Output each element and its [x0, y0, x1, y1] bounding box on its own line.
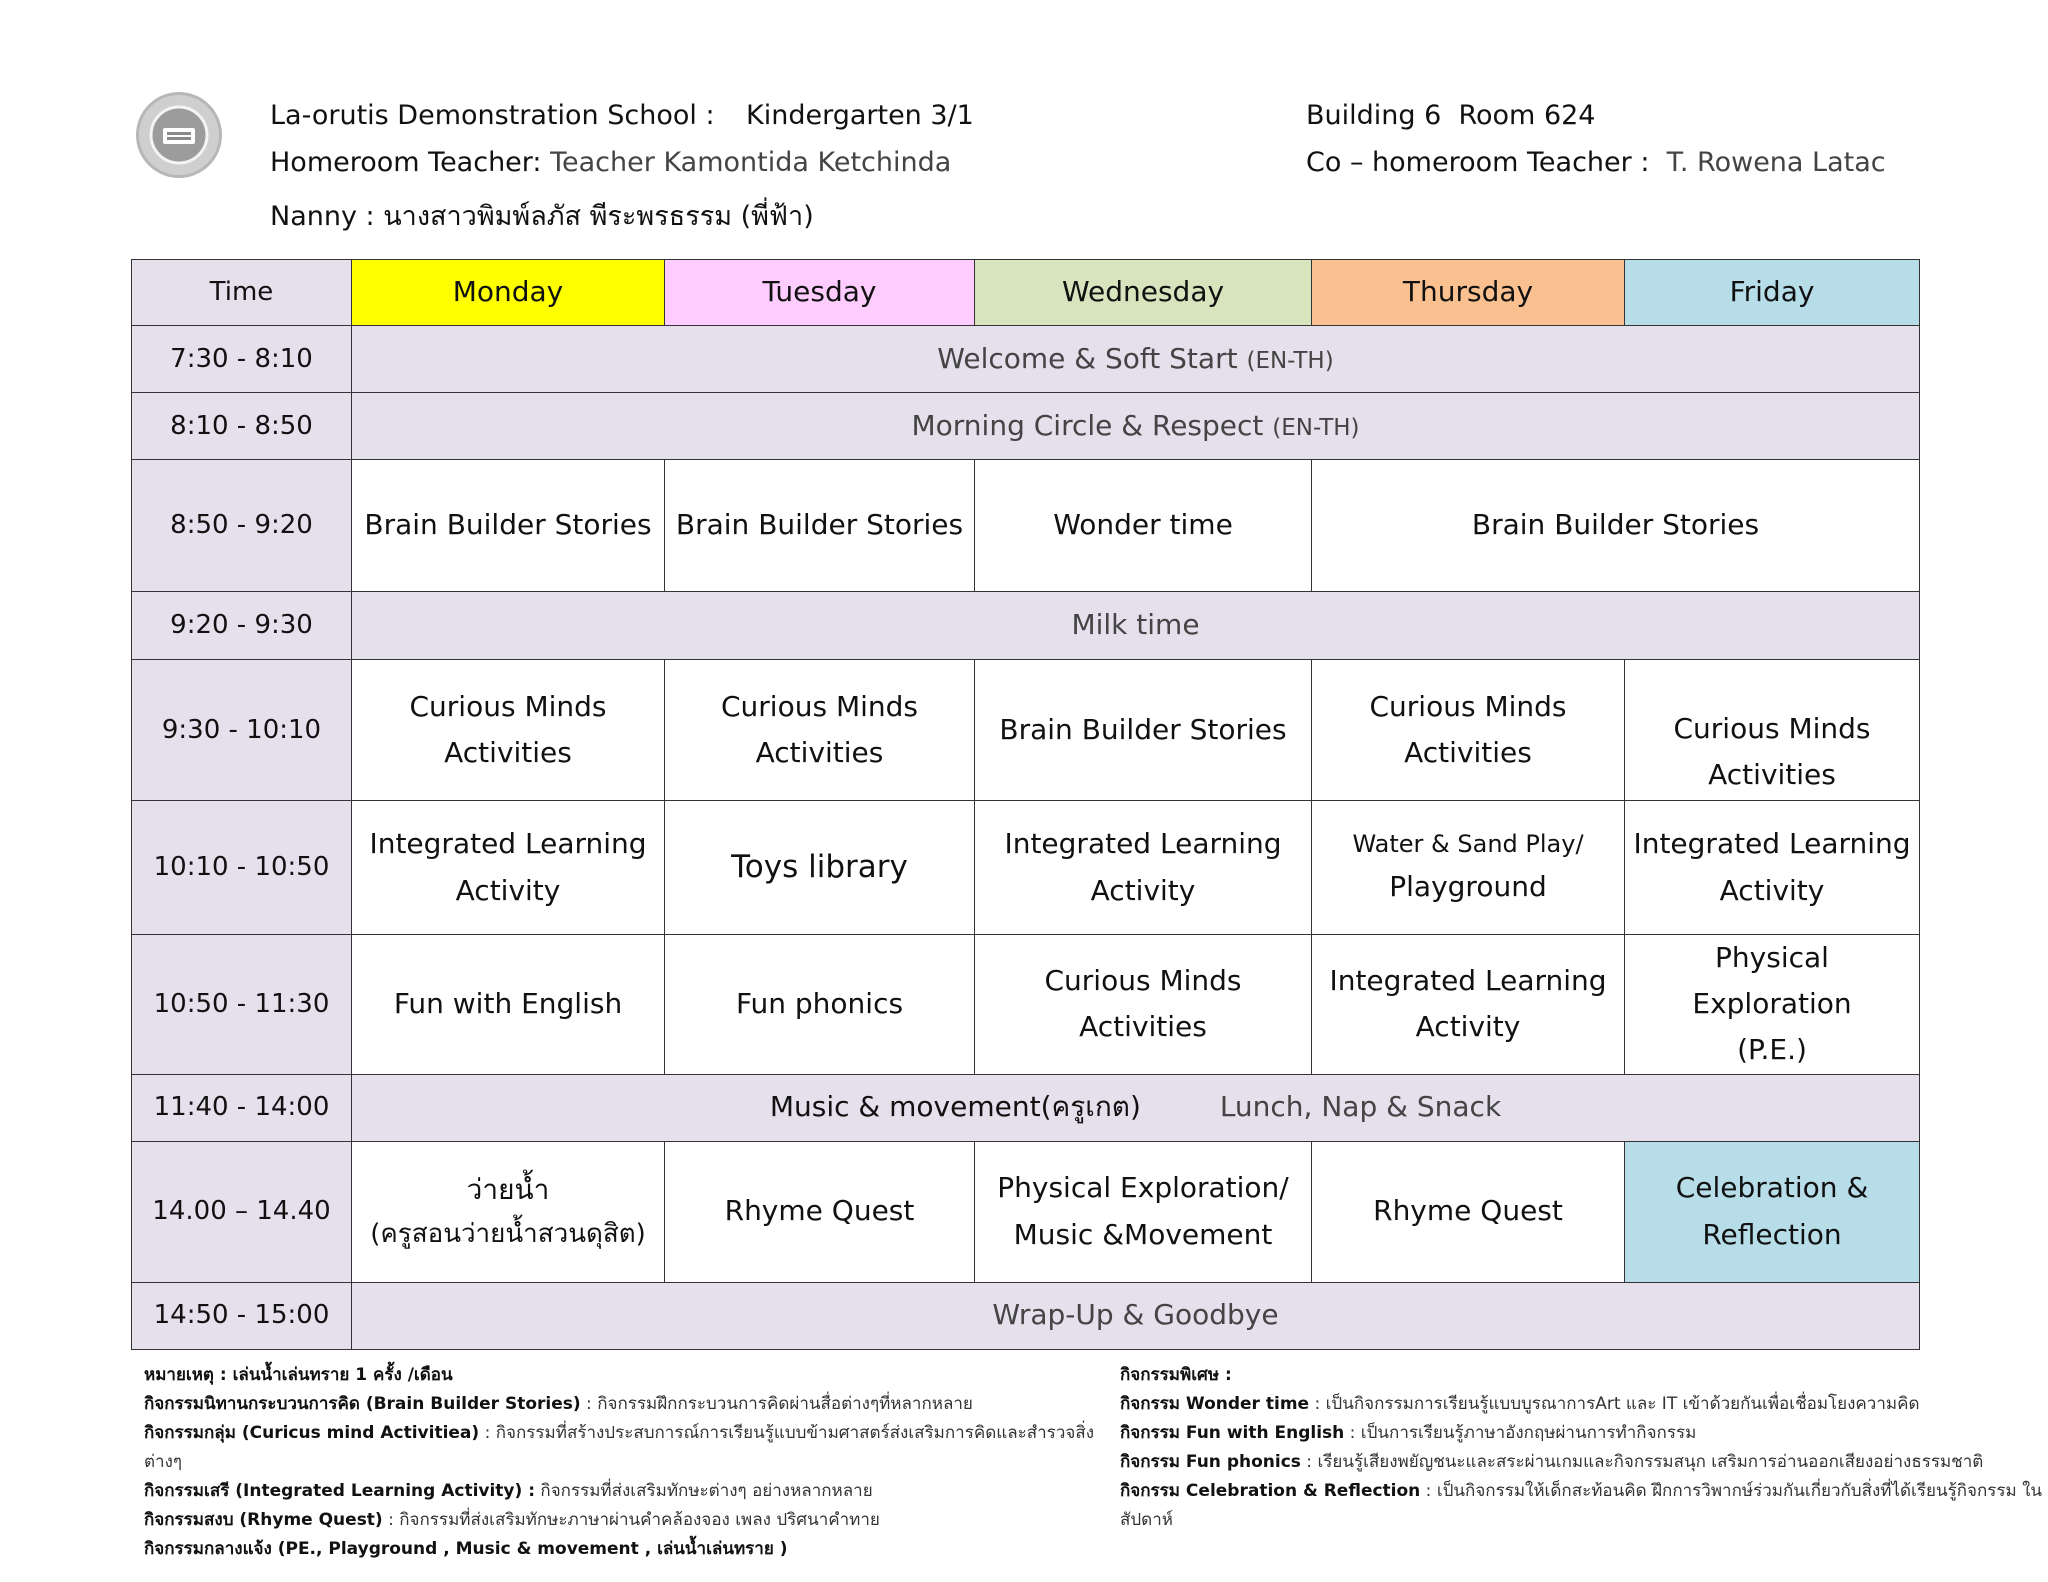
thursday-friday-cell: Brain Builder Stories: [1312, 460, 1920, 592]
cell-line: Curious Minds: [1673, 711, 1871, 745]
note-line: [144, 1477, 1094, 1506]
note-line: [144, 1361, 1094, 1390]
cell-line: Celebration &: [1675, 1171, 1869, 1205]
cell-line: Physical Exploration/: [997, 1171, 1289, 1205]
activity-cell: [352, 326, 1920, 393]
thursday-cell: [1312, 935, 1625, 1075]
thursday-cell: Rhyme Quest: [1312, 1141, 1625, 1282]
cell-line: Music &Movement: [1013, 1217, 1273, 1251]
time-cell: 10:10 - 10:50: [132, 801, 352, 935]
friday-cell: [1625, 660, 1920, 801]
wednesday-cell: [975, 801, 1312, 935]
cell-line: Curious Minds: [1044, 964, 1242, 998]
note-line: [1120, 1419, 2042, 1448]
tuesday-cell: Toys library: [665, 801, 975, 935]
friday-cell: [1625, 1141, 1920, 1282]
note-label: กิจกรรมสงบ (Rhyme Quest): [144, 1510, 383, 1530]
wednesday-cell: [975, 935, 1312, 1075]
note-label: กิจกรรมกลางแจ้ง (PE., Playground , Music & movement , เล่นน้ำเล่นทราย ): [144, 1539, 788, 1559]
col-time: Time: [132, 260, 352, 326]
time-cell: 10:50 - 11:30: [132, 935, 352, 1075]
monday-cell: [352, 660, 665, 801]
nanny-name: นางสาวพิมพ์ลภัส พีระพรธรรม (พี่ฟ้า): [383, 201, 814, 232]
class-name: Kindergarten 3/1: [746, 100, 974, 131]
monday-cell: [352, 801, 665, 935]
activity-label: Lunch, Nap & Snack: [1219, 1090, 1502, 1124]
cell-line: Activity: [1719, 873, 1825, 907]
room: Room 624: [1458, 100, 1596, 131]
note-text: กิจกรรมที่ส่งเสริมทักษะต่างๆ อย่างหลากหลาย: [535, 1481, 873, 1501]
note-label: กิจกรรม Celebration & Reflection: [1120, 1481, 1421, 1501]
cell-line: ว่ายน้ำ: [466, 1173, 550, 1207]
col-wednesday: Wednesday: [975, 260, 1312, 326]
notes-left: [144, 1361, 1094, 1564]
nanny-label: Nanny :: [270, 201, 375, 232]
note-line: ต่างๆ: [144, 1452, 183, 1472]
time-cell: 8:10 - 8:50: [132, 393, 352, 460]
note-label: กิจกรรม Wonder time: [1120, 1394, 1310, 1414]
notes-right: [1120, 1361, 2042, 1535]
cell-line: Curious Minds: [721, 689, 918, 723]
time-cell: 8:50 - 9:20: [132, 460, 352, 592]
cell-line: Water & Sand Play/: [1352, 829, 1584, 858]
cell-line: Activities: [444, 736, 572, 769]
time-cell: 14.00 – 14.40: [132, 1141, 352, 1282]
header-row: [132, 260, 1920, 326]
note-line: [144, 1506, 1094, 1535]
cell-line: Activities: [755, 736, 884, 769]
note-line: [1120, 1477, 2042, 1506]
note-text: : เรียนรู้เสียงพยัญชนะและสระผ่านเกมและกิจกรรมสนุก เสริมการอ่านออกเสียงอย่างธรรมชาติ: [1300, 1452, 1984, 1472]
note-text: : เป็นกิจกรรมการเรียนรู้แบบบูรณาการArt และ IT เข้าด้วยกันเพื่อเชื่อมโยงความคิด: [1309, 1394, 1920, 1414]
note-title: กิจกรรมพิเศษ :: [1120, 1365, 1232, 1385]
activity-suffix: (EN-TH): [1272, 414, 1360, 441]
cell-line: Playground: [1389, 870, 1547, 904]
thursday-cell: [1312, 801, 1625, 935]
thursday-cell: [1312, 660, 1625, 801]
cell-line: (ครูสอนว่ายน้ำสวนดุสิต): [370, 1219, 646, 1250]
note-line: [144, 1419, 1094, 1448]
table-row: [132, 935, 1920, 1075]
table-row: [132, 326, 1920, 393]
activity-cell: Milk time: [352, 592, 1920, 660]
school-label: La-orutis Demonstration School :: [270, 100, 715, 131]
note-line: [144, 1535, 1094, 1564]
cell-line: Curious Minds: [409, 689, 607, 723]
cell-line: Activity: [455, 873, 561, 907]
wednesday-cell: [975, 1141, 1312, 1282]
cell-line: Activities: [1404, 736, 1532, 769]
table-row: [132, 660, 1920, 801]
note-label: หมายเหตุ : เล่นน้ำเล่นทราย 1 ครั้ง /เดือน: [144, 1365, 453, 1385]
note-label: กิจกรรมกลุ่ม (Curicus mind Activitiea): [144, 1423, 480, 1443]
time-cell: 11:40 - 14:00: [132, 1074, 352, 1141]
time-cell: 9:20 - 9:30: [132, 592, 352, 660]
cell-line: Integrated Learning: [1329, 964, 1607, 998]
homeroom-teacher-name: Teacher Kamontida Ketchinda: [550, 147, 952, 178]
friday-cell: [1625, 935, 1920, 1075]
cell-line: (P.E.): [1737, 1033, 1807, 1067]
col-tuesday: Tuesday: [665, 260, 975, 326]
note-label: กิจกรรม Fun with English: [1120, 1423, 1345, 1443]
cell-line: Integrated Learning: [369, 827, 647, 861]
note-line: [1120, 1361, 2042, 1390]
friday-cell: [1625, 801, 1920, 935]
cell-line: Activities: [1079, 1010, 1207, 1044]
activity-cell: [352, 1074, 1920, 1141]
table-row: [132, 1282, 1920, 1349]
note-text: : กิจกรรมที่สร้างประสบการณ์การเรียนรู้แบบข้ามศาสตร์ส่งเสริมการคิดและสำรวจสิ่ง: [479, 1423, 1095, 1443]
activity-label: Welcome & Soft Start: [937, 341, 1238, 375]
note-line: [1120, 1448, 2042, 1477]
monday-cell: Fun with English: [352, 935, 665, 1075]
activity-cell: [352, 393, 1920, 460]
cell-line: Integrated Learning: [1004, 827, 1282, 861]
time-cell: 14:50 - 15:00: [132, 1282, 352, 1349]
nanny: [270, 194, 814, 237]
table-row: [132, 592, 1920, 660]
school-emblem-icon: [139, 95, 219, 175]
col-monday: Monday: [352, 260, 665, 326]
cell-line: Activities: [1708, 758, 1836, 791]
activity-suffix: (EN-TH): [1246, 347, 1334, 374]
cell-line: Activity: [1090, 873, 1196, 907]
note-line: [144, 1390, 1094, 1419]
note-text: : เป็นกิจกรรมให้เด็กสะท้อนคิด ฝึกการวิพากษ์ร่วมกันเกี่ยวกับสิ่งที่ได้เรียนรู้กิจกรรม ใน: [1420, 1481, 2043, 1501]
note-label: กิจกรรมนิทานกระบวนการคิด (Brain Builder Stories): [144, 1394, 581, 1414]
col-friday: Friday: [1625, 260, 1920, 326]
cohomeroom-teacher-name: T. Rowena Latac: [1666, 147, 1886, 178]
activity-label: Morning Circle & Respect: [911, 408, 1264, 442]
time-cell: 9:30 - 10:10: [132, 660, 352, 801]
building: Building 6: [1306, 100, 1442, 131]
time-cell: 7:30 - 8:10: [132, 326, 352, 393]
wednesday-cell: Wonder time: [975, 460, 1312, 592]
table-row: [132, 393, 1920, 460]
school-logo: [136, 92, 222, 178]
table-row: [132, 801, 1920, 935]
note-label: กิจกรรม Fun phonics: [1120, 1452, 1301, 1472]
col-thursday: Thursday: [1312, 260, 1625, 326]
monday-cell: [352, 1141, 665, 1282]
note-line: [1120, 1390, 2042, 1419]
cohomeroom-label: Co – homeroom Teacher :: [1306, 147, 1650, 178]
tuesday-cell: [665, 660, 975, 801]
school-name: [270, 100, 715, 131]
tuesday-cell: Brain Builder Stories: [665, 460, 975, 592]
homeroom-teacher: [270, 147, 951, 178]
tuesday-cell: Rhyme Quest: [665, 1141, 975, 1282]
wednesday-cell: Brain Builder Stories: [975, 660, 1312, 801]
cell-line: Physical Exploration: [1692, 941, 1852, 1021]
schedule-table: [131, 259, 1920, 1350]
note-label: กิจกรรมเสรี (Integrated Learning Activity) :: [144, 1481, 535, 1501]
monday-cell: Brain Builder Stories: [352, 460, 665, 592]
note-text: : เป็นการเรียนรู้ภาษาอังกฤษผ่านการทำกิจกรรม: [1344, 1423, 1697, 1443]
note-line: สัปดาห์: [1120, 1510, 1173, 1530]
cell-line: Curious Minds: [1369, 689, 1567, 723]
note-text: : กิจกรรมฝึกกระบวนการคิดผ่านสื่อต่างๆที่หลากหลาย: [580, 1394, 973, 1414]
cell-line: Activity: [1415, 1010, 1521, 1044]
table-row: [132, 1074, 1920, 1141]
table-row: [132, 460, 1920, 592]
cell-line: Integrated Learning: [1633, 827, 1911, 861]
music-movement-label: Music & movement(ครูเกต): [769, 1090, 1141, 1124]
tuesday-cell: Fun phonics: [665, 935, 975, 1075]
homeroom-label: Homeroom Teacher:: [270, 147, 542, 178]
cohomeroom-teacher: [1306, 147, 1886, 178]
table-row: [132, 1141, 1920, 1282]
cell-line: Reflection: [1702, 1217, 1842, 1251]
note-text: : กิจกรรมที่ส่งเสริมทักษะภาษาผ่านคำคล้องจอง เพลง ปริศนาคำทาย: [382, 1510, 880, 1530]
activity-cell: Wrap-Up & Goodbye: [352, 1282, 1920, 1349]
location: [1306, 100, 1595, 131]
